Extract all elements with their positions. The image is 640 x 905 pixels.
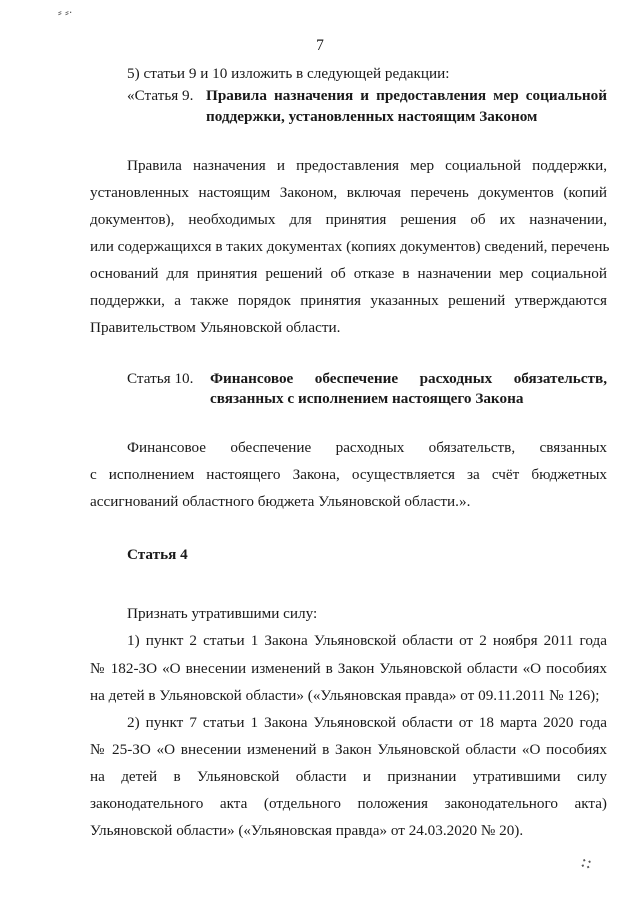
article-9-body-line: оснований для принятия решений об отказе в назначении мер социальной [90,265,607,282]
article-9-body-line: Правительством Ульяновской области. [90,319,341,336]
article-10-title-line-2: связанных с исполнением настоящего Закона [210,390,524,407]
article-4-item-1-line: № 182-ЗО «О внесении изменений в Закон Ульяновской области «О пособиях [90,660,607,677]
article-10-prefix: Статья 10. [127,370,194,387]
article-4-item-2-line: 2) пункт 7 статьи 1 Закона Ульяновской области от 18 марта 2020 года [127,714,607,731]
article-4-item-1-line: 1) пункт 2 статьи 1 Закона Ульяновской области от 2 ноября 2011 года [127,632,607,649]
article-9-body-line: документов), необходимых для принятия решения об их назначении, [90,211,607,228]
article-9-body-line: Правила назначения и предоставления мер социальной поддержки, [127,157,607,174]
article-9-body-line: поддержки, а также порядок принятия указанных решений утверждаются [90,292,607,309]
article-4-item-2-line: Ульяновской области» («Ульяновская правда» от 24.03.2020 № 20). [90,822,524,839]
article-10-body-line: ассигнований областного бюджета Ульяновской области.». [90,493,471,510]
article-10-body-line: Финансовое обеспечение расходных обязательств, связанных [127,439,607,456]
article-9-title-line-2: поддержки, установленных настоящим Законом [206,108,538,125]
article-9-body-line: или содержащихся в таких документах (копиях документов) сведений, перечень [90,238,610,255]
article-10-body-line: с исполнением настоящего Закона, осуществляется за счёт бюджетных [90,466,607,483]
article-4-intro: Признать утратившими силу: [127,605,318,622]
article-4-heading: Статья 4 [127,546,188,563]
article-9-title-line-1: Правила назначения и предоставления мер социальной [206,87,607,104]
article-4-item-1-line: на детей в Ульяновской области» («Ульяновская правда» от 09.11.2011 № 126); [90,687,600,704]
article-4-item-2-line: законодательного акта (отдельного положения законодательного акта) [90,795,607,812]
amendment-intro: 5) статьи 9 и 10 изложить в следующей редакции: [127,65,450,82]
article-9-body-line: установленных настоящим Законом, включая перечень документов (копий [90,184,607,201]
article-10-title-line-1: Финансовое обеспечение расходных обязательств, [210,370,607,387]
article-4-item-2-line: № 25-ЗО «О внесении изменений в Закон Ульяновской области «О пособиях [90,741,607,758]
article-9-prefix: «Статья 9. [127,87,194,104]
signature-scribble: ⁘ [573,849,600,879]
page-number: 7 [316,37,324,54]
article-4-item-2-line: на детей в Ульяновской области и признании утратившими силу [90,768,607,785]
scan-artifact-mark: ⸗ ⸗· [58,6,73,19]
